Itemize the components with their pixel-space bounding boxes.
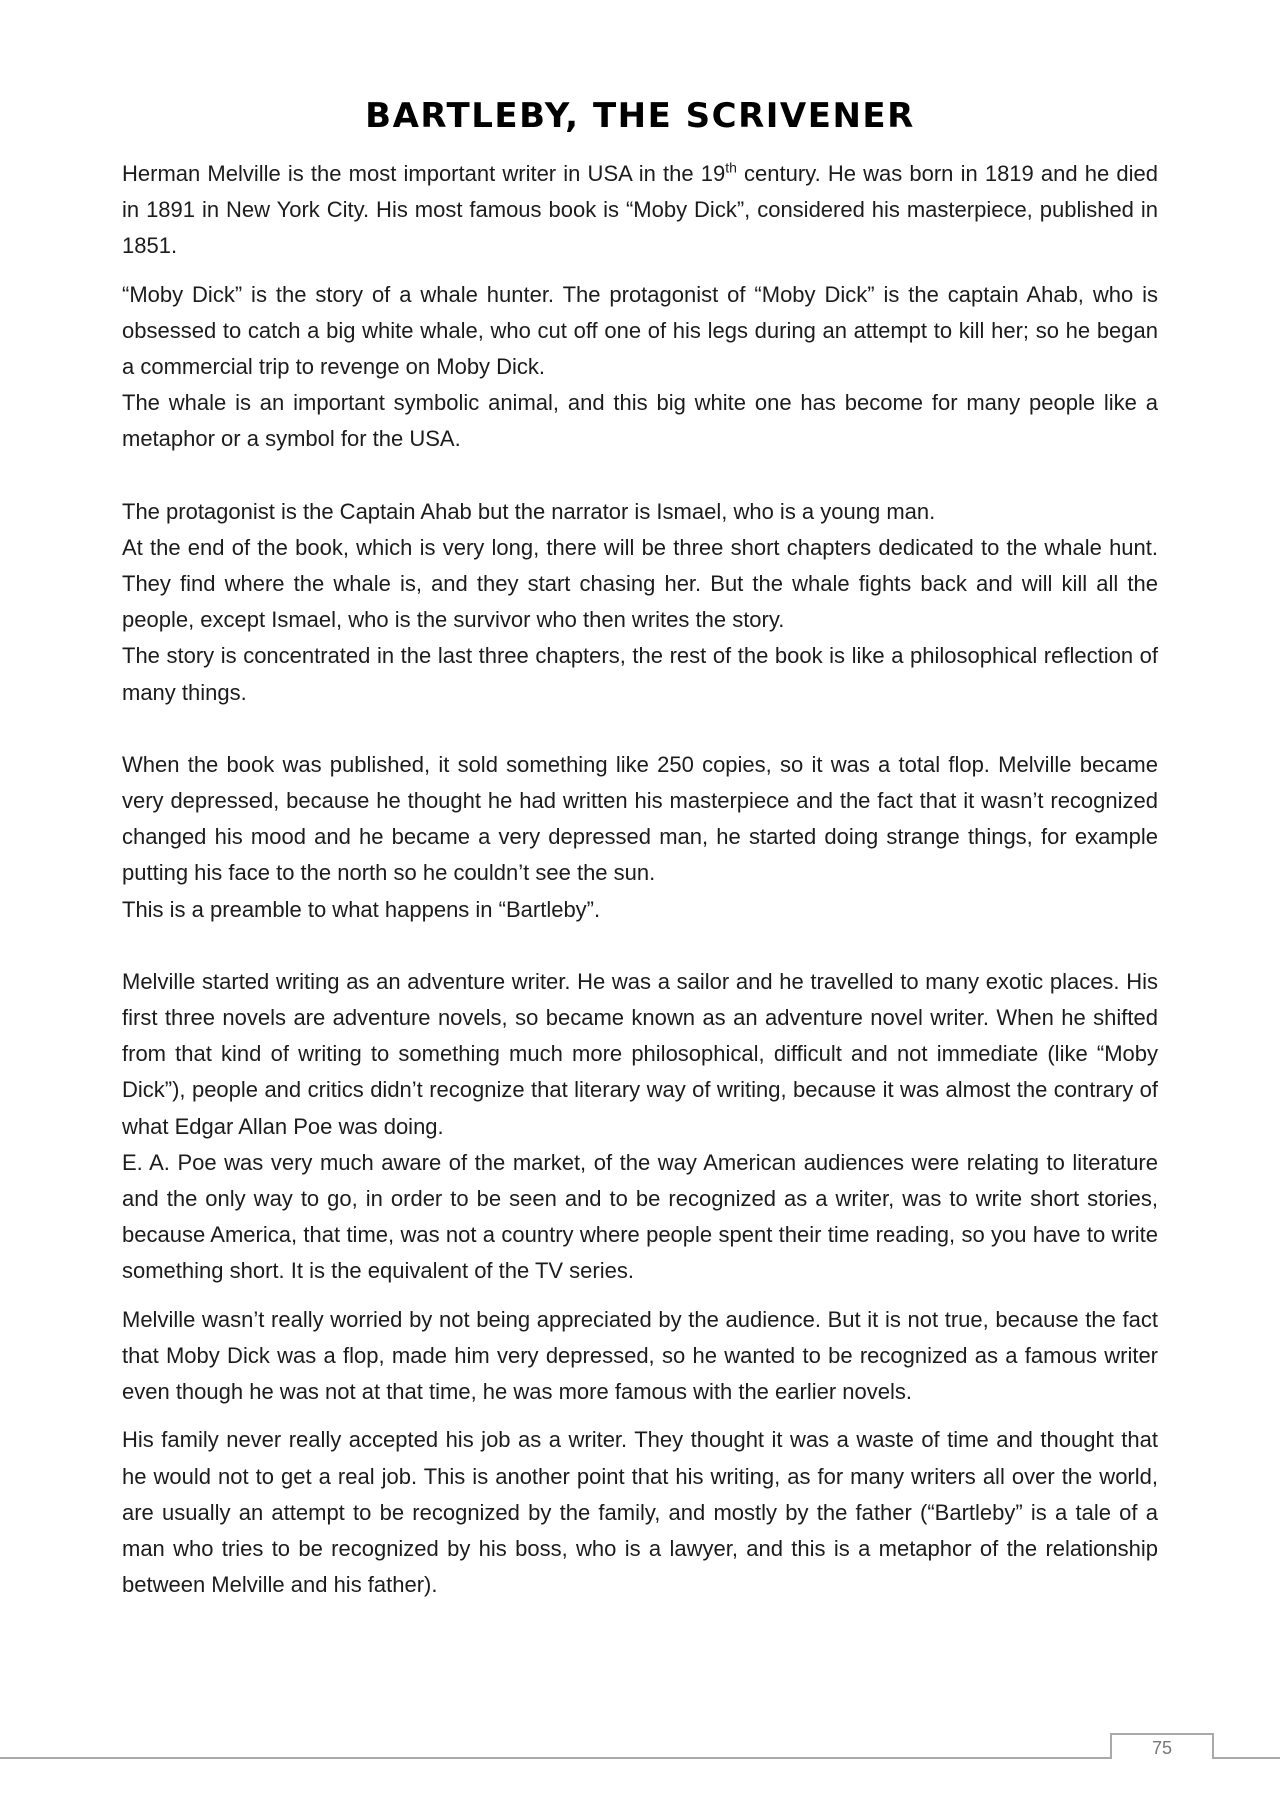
paragraph-structure: The story is concentrated in the last three chapters, the rest of the book is like a philosophical reflection of many things. — [122, 643, 1158, 705]
paragraph-family: His family never really accepted his job as a writer. They thought it was a waste of time and thought that he would not to get a real job. This is another point that his writing, as for many writers all over the world, are usually an attempt to be recognized by the family, and mostly by the father (“Bartleby” is a tale of a man who tries to be recognized by his boss, who is a lawyer, and this is a metaphor of the relationship between Melville and his father). — [122, 1427, 1158, 1598]
paragraph-ending: At the end of the book, which is very long, there will be three short chapters dedicated to the whale hunt. They find where the whale is, and they start chasing her. But the whale fights back and will kill all the people, except Ismael, who is the survivor who then writes the story. — [122, 534, 1158, 633]
page-number: 75 — [1110, 1733, 1214, 1759]
paragraph-whale-symbol: The whale is an important symbolic animal, and this big white one has become for many people like a metaphor or a symbol for the USA. — [122, 390, 1158, 452]
paragraph-moby-dick-story: “Moby Dick” is the story of a whale hunter. The protagonist of “Moby Dick” is the captain Ahab, who is obsessed to catch a big white whale, who cut off one of his legs during an attempt to kill her; so he began a commercial trip to revenge on Moby Dick. — [122, 281, 1158, 380]
footer-rule-right — [1212, 1757, 1280, 1759]
paragraph-preamble: This is a preamble to what happens in “Bartleby”. — [122, 896, 601, 922]
paragraph-intro-text: Herman Melville is the most important writer in USA in the 19 — [122, 161, 726, 186]
paragraph-adventure-writer: Melville started writing as an adventure writer. He was a sailor and he travelled to many exotic places. His first three novels are adventure novels, so became known as an adventure novel writer. When he shifted from that kind of writing to something much more philosophical, difficult and not immediate (like “Moby Dick”), people and critics didn’t recognize that literary way of writing, because it was almost the contrary of what Edgar Allan Poe was doing. — [122, 968, 1158, 1139]
paragraph-flop: When the book was published, it sold something like 250 copies, so it was a total flop. Melville became very depressed, because he thought he had written his masterpiece and the fact that it wasn’t recognized changed his mood and he became a very depressed man, he started doing strange things, for example putting his face to the north so he couldn’t see the sun. — [122, 751, 1158, 886]
paragraph-narrator: The protagonist is the Captain Ahab but the narrator is Ismael, who is a young man. — [122, 498, 936, 524]
body-text — [122, 156, 1158, 1603]
page-title: BARTLEBY, THE SCRIVENER — [365, 96, 915, 136]
ordinal-suffix: th — [725, 159, 737, 176]
paragraph-intro-text-cont: century. He was born in 1819 and he died in 1891 in New York City. His most famous book is “Moby Dick”, considered his masterpiece, published in 1851. — [122, 161, 1159, 259]
footer-rule-left — [0, 1757, 1110, 1759]
paragraph-audience: Melville wasn’t really worried by not being appreciated by the audience. But it is not true, because the fact that Moby Dick was a flop, made him very depressed, so he wanted to be recognized as a famous writer even though he was not at that time, he was more famous with the earlier novels. — [122, 1306, 1158, 1405]
paragraph-intro — [122, 156, 1158, 265]
paragraph-poe: E. A. Poe was very much aware of the market, of the way American audiences were relating to literature and the only way to go, in order to be seen and to be recognized as a writer, was to write short stories, because America, that time, was not a country where people spent their time reading, so you have to write something short. It is the equivalent of the TV series. — [122, 1149, 1158, 1284]
